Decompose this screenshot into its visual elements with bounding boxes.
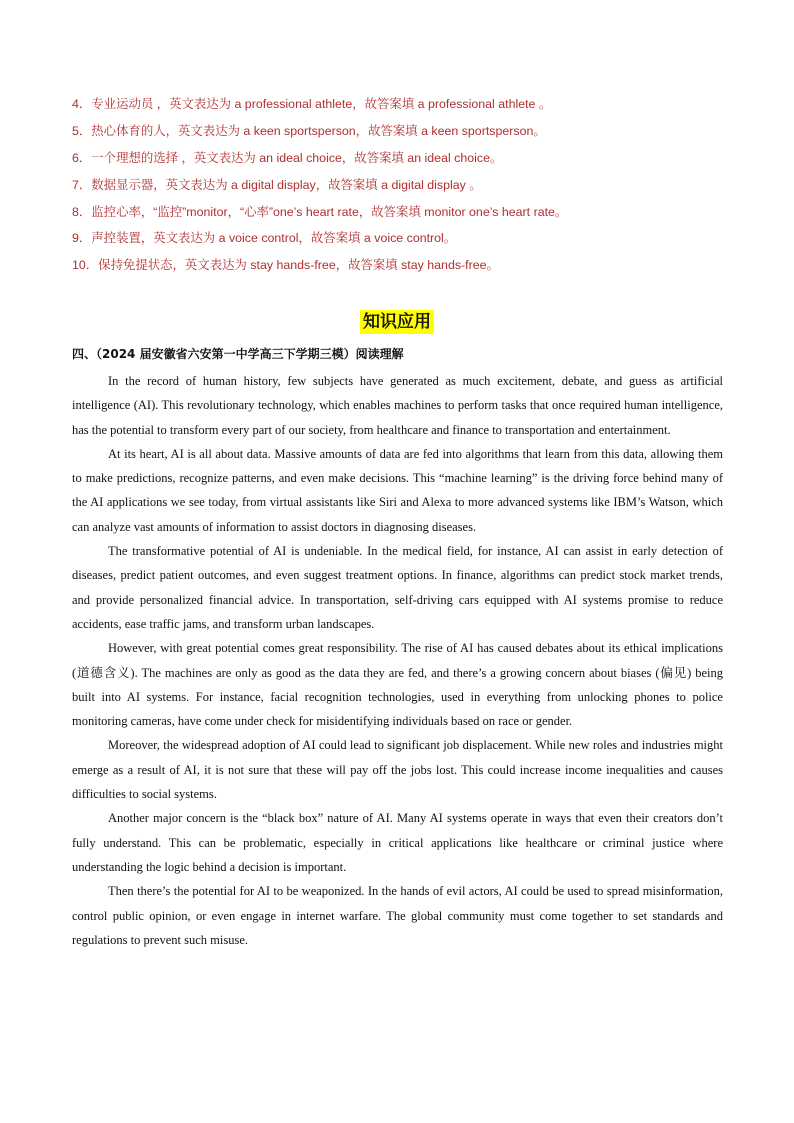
answer-item-5: 5．热心体育的人，英文表达为 a keen sportsperson，故答案填 a keen sportsperson。: [72, 123, 546, 138]
answer-item-7: 7．数据显示器，英文表达为 a digital display，故答案填 a digital display 。: [72, 177, 482, 192]
reading-passage: [72, 369, 723, 952]
answer-item-6: 6．一个理想的选择 ，英文表达为 an ideal choice，故答案填 an ideal choice。: [72, 150, 503, 165]
paragraph-1: In the record of human history, few subjects have generated as much excitement, debate, and guess as artificial intelligence (AI). This revolutionary technology, which enables machines to perform tasks that once required human intelligence, has the potential to transform every part of our society, from healthcare and finance to transportation and entertainment.: [72, 374, 723, 437]
answer-list: [72, 96, 732, 284]
answer-item-9: 9．声控装置，英文表达为 a voice control，故答案填 a voice control。: [72, 231, 457, 246]
paragraph-3: The transformative potential of AI is undeniable. In the medical field, for instance, AI can assist in early detection of diseases, predict patient outcomes, and even suggest treatment options. In finance, algorithms can predict stock market trends, and provide personalized financial advice. In transportation, self-driving cars equipped with AI systems promise to reduce accidents, ease traffic jams, and transform urban landscapes.: [72, 544, 723, 631]
paragraph-6: Another major concern is the “black box” nature of AI. Many AI systems operate in ways that even their creators don’t fully understand. This can be problematic, especially in critical applications like healthcare or criminal justice where understanding the logic behind a decision is important.: [72, 811, 723, 874]
section-heading: 知识应用: [360, 310, 434, 334]
answer-item-10: 10．保持免提状态，英文表达为 stay hands-free，故答案填 stay hands-free。: [72, 258, 499, 273]
paragraph-4: However, with great potential comes great responsibility. The rise of AI has caused debates about its ethical implications (道德含义). The machines are only as good as the data they are fed, and there’s a growing concern about biases (偏见) being built into AI systems. For instance, facial recognition technologies, used in everything from unlocking phones to police monitoring cameras, have come under check for misidentifying individuals based on race or gender.: [72, 641, 723, 729]
answer-item-4: 4．专业运动员 ，英文表达为 a professional athlete，故答案填 a professional athlete 。: [72, 97, 552, 111]
paragraph-2: At its heart, AI is all about data. Massive amounts of data are fed into algorithms that learn from this data, allowing them to make predictions, recognize patterns, and even make decisions. This “machine learning” is the driving force behind many of the AI applications we see today, from virtual assistants like Siri and Alexa to more advanced systems like IBM’s Watson, which can analyze vast amounts of information to assist doctors in diagnosing diseases.: [72, 446, 723, 534]
paragraph-5: Moreover, the widespread adoption of AI could lead to significant job displacement. While new roles and industries might emerge as a result of AI, it is not sure that these will pay off the jobs lost. This could increase income inequalities and causes difficulties to social systems.: [72, 738, 723, 802]
section-heading-container: [0, 310, 794, 334]
answer-item-8: 8．监控心率，“监控”monitor，“心率”one’s heart rate，故答案填 monitor one’s heart rate。: [72, 204, 568, 219]
passage-title: 四、（2024 届安徽省六安第一中学高三下学期三模）阅读理解: [72, 347, 404, 361]
paragraph-7: Then there’s the potential for AI to be weaponized. In the hands of evil actors, AI could be used to spread misinformation, control public opinion, or even engage in internet warfare. The global community must come together to set standards and regulations to prevent such misuse.: [72, 884, 723, 947]
